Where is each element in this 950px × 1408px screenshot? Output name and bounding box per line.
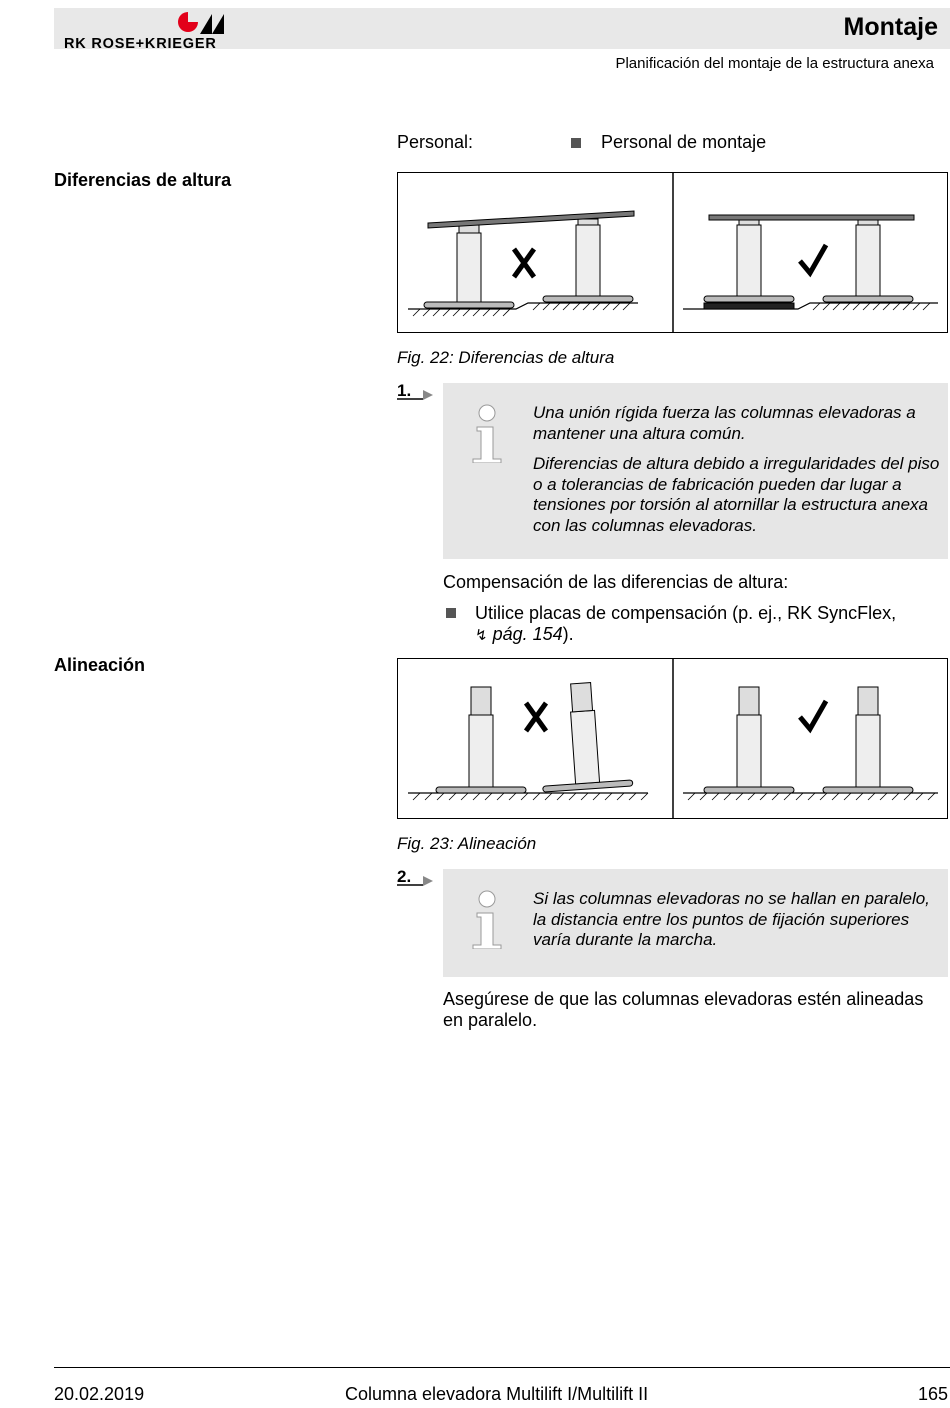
heading-alignment: Alineación xyxy=(54,655,146,675)
figure-caption-23: Fig. 23: Alineación xyxy=(397,834,537,853)
info-paragraph: Diferencias de altura debido a irregularidades del piso o a tolerancias de fabricación pueden dar lugar a tensiones por torsión al atornillar la estructura anexa con las columnas elevadoras. xyxy=(533,454,940,535)
arrow-right-icon xyxy=(397,388,437,402)
info-icon xyxy=(469,889,505,949)
step-number-1: 1. xyxy=(397,381,412,400)
personnel-label: Personal: xyxy=(397,132,474,152)
aligned-panel xyxy=(683,687,938,800)
check-icon xyxy=(800,701,826,729)
compensation-bullet-end: ). xyxy=(562,624,574,644)
page-reference-link[interactable]: pág. 154 xyxy=(492,624,563,644)
brand-logo xyxy=(64,10,234,50)
compensated-floor-panel xyxy=(683,215,938,310)
arrow-right-icon xyxy=(397,874,437,888)
alignment-closing-text: Asegúrese de que las columnas elevadoras estén alineadas en paralelo. xyxy=(443,989,924,1030)
step-number-2: 2. xyxy=(397,867,412,886)
bullet-icon xyxy=(446,608,456,618)
heading-height-differences: Diferencias de altura xyxy=(54,170,232,190)
misaligned-panel xyxy=(408,680,648,800)
bullet-icon xyxy=(571,138,581,148)
cross-icon xyxy=(526,703,546,731)
compensation-bullet-text: Utilice placas de compensación (p. ej., RK SyncFlex, xyxy=(475,603,897,623)
info-icon xyxy=(469,403,505,463)
info-box-alignment xyxy=(443,869,948,977)
uneven-floor-panel xyxy=(408,211,638,316)
info-box-rigid-connection xyxy=(443,383,948,559)
info-paragraph: Una unión rígida fuerza las columnas elevadoras a mantener una altura común. xyxy=(533,403,916,443)
cross-icon xyxy=(514,249,534,277)
footer-document-title: Columna elevadora Multilift I/Multilift II xyxy=(345,1384,649,1404)
footer-rule xyxy=(54,1367,950,1368)
footer-page-number: 165 xyxy=(917,1384,948,1404)
footer-date: 20.02.2019 xyxy=(54,1384,145,1404)
compensation-intro: Compensación de las diferencias de altura: xyxy=(443,572,789,592)
logo-mark xyxy=(64,10,234,50)
info-paragraph: Si las columnas elevadoras no se hallan en paralelo, la distancia entre los puntos de fijación superiores varía durante la marcha. xyxy=(533,889,930,949)
check-icon xyxy=(800,245,826,273)
section-title: Montaje xyxy=(843,13,938,41)
figure-caption-22: Fig. 22: Diferencias de altura xyxy=(397,348,615,367)
section-subtitle: Planificación del montaje de la estructura anexa xyxy=(615,55,934,72)
personnel-value: Personal de montaje xyxy=(601,132,767,152)
figure-alignment xyxy=(397,658,948,819)
page-reference-icon[interactable]: ↯ xyxy=(475,627,488,644)
svg-text:RK ROSE+KRIEGER: RK ROSE+KRIEGER xyxy=(64,36,217,50)
figure-height-differences xyxy=(397,172,948,333)
compensation-bullet xyxy=(475,603,945,646)
